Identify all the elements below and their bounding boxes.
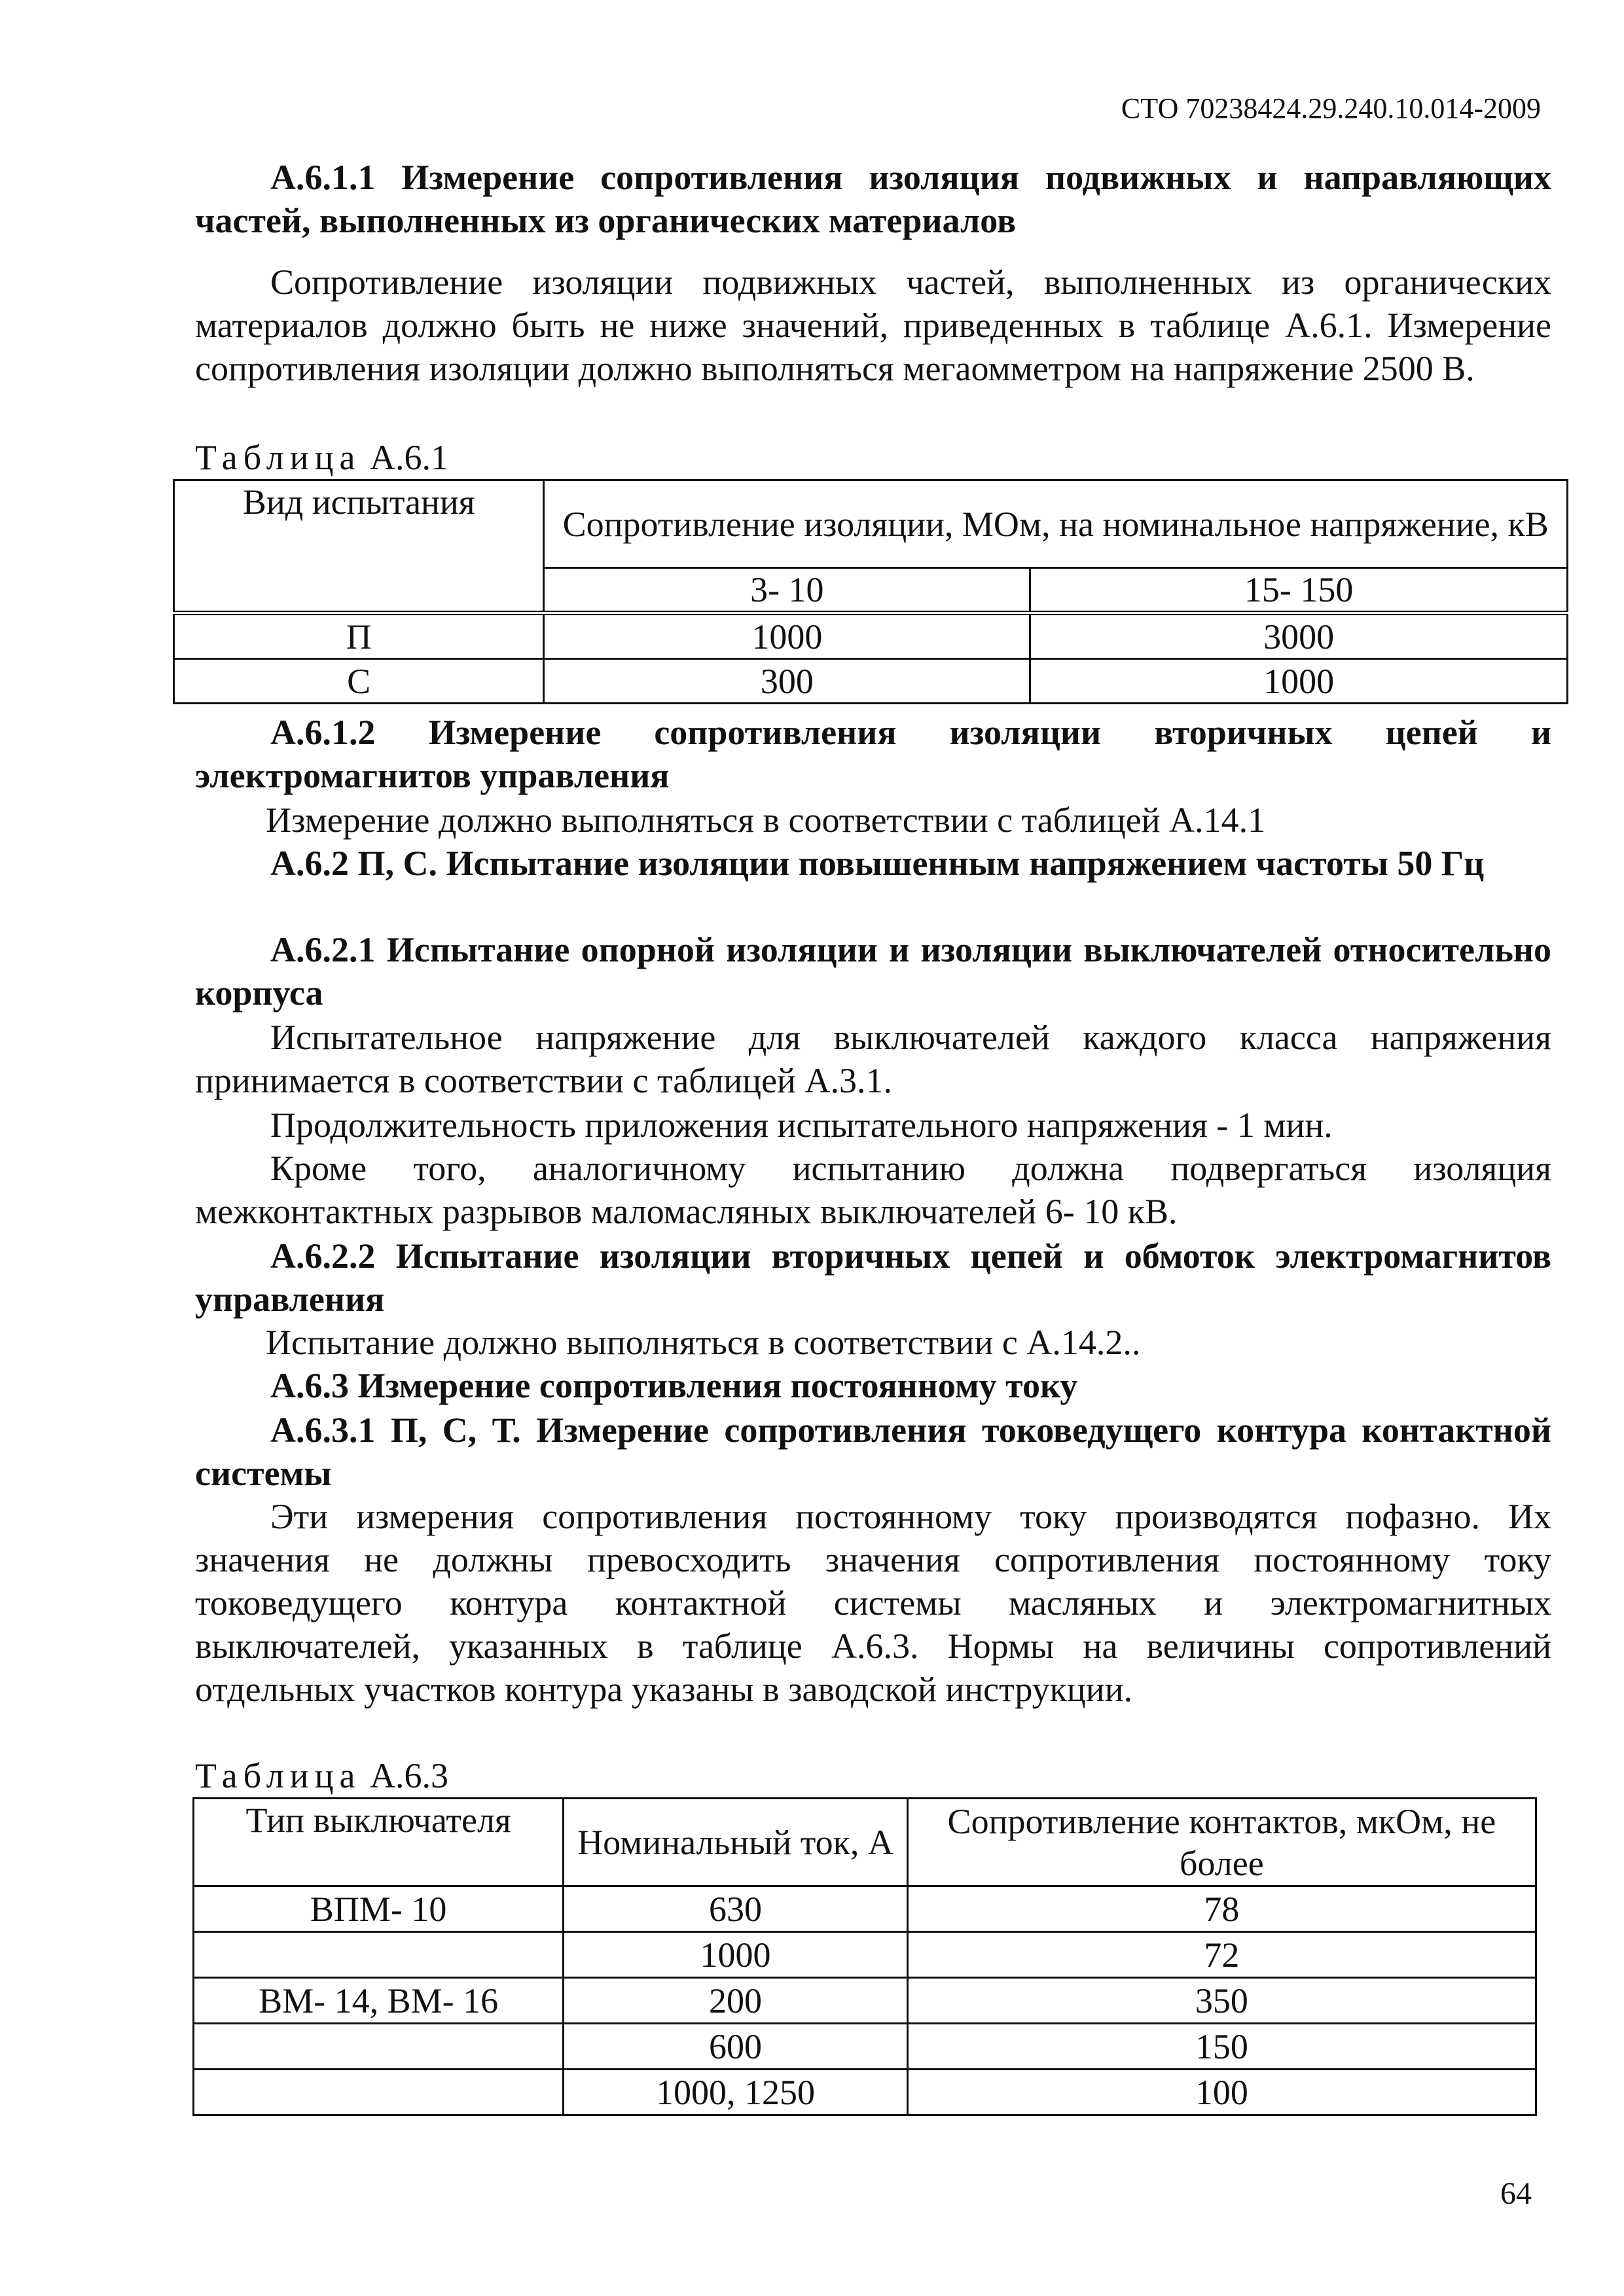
table-caption-word: Таблица — [195, 438, 361, 477]
table-row — [194, 1978, 1536, 2024]
section-heading-a6-2-1: А.6.2.1 Испытание опорной изоляции и изоляции выключателей относительно корпуса — [195, 930, 1551, 1013]
cell-value: 300 — [544, 659, 1030, 704]
paragraph-a6-3-1: Эти измерения сопротивления постоянному току производятся пофазно. Их значения не должны превосходить значения сопротивления постоянному току токоведущего контура контактной системы масляных и электромагнитных выключателей, указанных в таблице А.6.3. Нормы на величины сопротивлений отдельных участков контура указаны в заводской инструкции. — [195, 1497, 1551, 1709]
cell-test-type: С — [174, 659, 544, 704]
section-heading-a6-3-1: А.6.3.1 П, С, Т. Измерение сопротивления токоведущего контура контактной системы — [195, 1410, 1551, 1493]
cell-current: 200 — [564, 1978, 907, 2024]
table-row — [174, 659, 1568, 704]
cell-breaker-type — [194, 1932, 564, 1978]
table-a6-3 — [192, 1797, 1537, 2116]
table-a6-1 — [173, 479, 1568, 704]
table-caption-number: А.6.3 — [369, 1756, 448, 1795]
table-row — [194, 1932, 1536, 1978]
page-number: 64 — [1500, 2176, 1532, 2211]
cell-value: 1000 — [1030, 659, 1568, 704]
table-a6-3-caption — [195, 1754, 448, 1797]
section-heading-a6-1-2: А.6.1.2 Измерение сопротивления изоляции вторичных цепей и электромагнитов управления — [195, 713, 1551, 795]
paragraph-a6-1-1: Сопротивление изоляции подвижных частей, выполненных из органических материалов должно быть не ниже значений, приведенных в таблице А.6.1. Измерение сопротивления изоляции должно выполняться мегаомметром на напряжение 2500 В. — [195, 262, 1551, 388]
cell-resistance: 150 — [907, 2024, 1536, 2070]
header-rated-current: Номинальный ток, А — [564, 1799, 907, 1886]
section-heading-a6-1-1: А.6.1.1 Измерение сопротивления изоляция подвижных и направляющих частей, выполненных из органических материалов — [195, 158, 1551, 240]
document-code: СТО 70238424.29.240.10.014-2009 — [1121, 92, 1541, 124]
table-row — [194, 2024, 1536, 2070]
cell-resistance: 100 — [907, 2070, 1536, 2115]
paragraph-a6-2-1-voltage: Испытательное напряжение для выключателей каждого класса напряжения принимается в соответствии с таблицей А.3.1. — [195, 1018, 1551, 1100]
paragraph-a6-2-2: Испытание должно выполняться в соответствии с А.14.2.. — [266, 1323, 1141, 1362]
section-heading-a6-2: А.6.2 П, С. Испытание изоляции повышенным напряжением частоты 50 Гц — [270, 844, 1485, 883]
table-header-row — [194, 1799, 1536, 1886]
header-breaker-type: Тип выключателя — [194, 1799, 564, 1886]
table-row — [194, 2070, 1536, 2115]
cell-current: 600 — [564, 2024, 907, 2070]
cell-breaker-type — [194, 2070, 564, 2115]
paragraph-a6-2-1-contacts: Кроме того, аналогичному испытанию должна подвергаться изоляция межконтактных разрывов маломасляных выключателей 6- 10 кВ. — [195, 1149, 1551, 1231]
table-row — [194, 1886, 1536, 1932]
header-test-type: Вид испытания — [174, 480, 544, 613]
cell-current: 1000, 1250 — [564, 2070, 907, 2115]
cell-resistance: 78 — [907, 1886, 1536, 1932]
cell-breaker-type: ВПМ- 10 — [194, 1886, 564, 1932]
subheader-voltage-range-b: 15- 150 — [1030, 568, 1568, 613]
cell-resistance: 72 — [907, 1932, 1536, 1978]
paragraph-a6-1-2: Измерение должно выполняться в соответствии с таблицей А.14.1 — [266, 800, 1266, 840]
header-contact-resistance: Сопротивление контактов, мкОм, не более — [907, 1799, 1536, 1886]
paragraph-a6-2-1-duration: Продолжительность приложения испытательного напряжения - 1 мин. — [270, 1105, 1333, 1145]
table-caption-word: Таблица — [195, 1756, 361, 1795]
section-heading-a6-3: А.6.3 Измерение сопротивления постоянному току — [270, 1366, 1078, 1405]
table-row — [174, 613, 1568, 659]
cell-current: 1000 — [564, 1932, 907, 1978]
subheader-voltage-range-a: 3- 10 — [544, 568, 1030, 613]
section-heading-a6-2-2: А.6.2.2 Испытание изоляции вторичных цепей и обмоток электромагнитов управления — [195, 1236, 1551, 1319]
table-header-row — [174, 480, 1568, 568]
cell-breaker-type: ВМ- 14, ВМ- 16 — [194, 1978, 564, 2024]
header-insulation-resistance: Сопротивление изоляции, МОм, на номинальное напряжение, кВ — [544, 480, 1568, 568]
cell-resistance: 350 — [907, 1978, 1536, 2024]
cell-value: 1000 — [544, 613, 1030, 659]
cell-breaker-type — [194, 2024, 564, 2070]
table-a6-1-caption — [195, 436, 448, 479]
cell-current: 630 — [564, 1886, 907, 1932]
cell-test-type: П — [174, 613, 544, 659]
table-caption-number: А.6.1 — [369, 438, 448, 477]
cell-value: 3000 — [1030, 613, 1568, 659]
